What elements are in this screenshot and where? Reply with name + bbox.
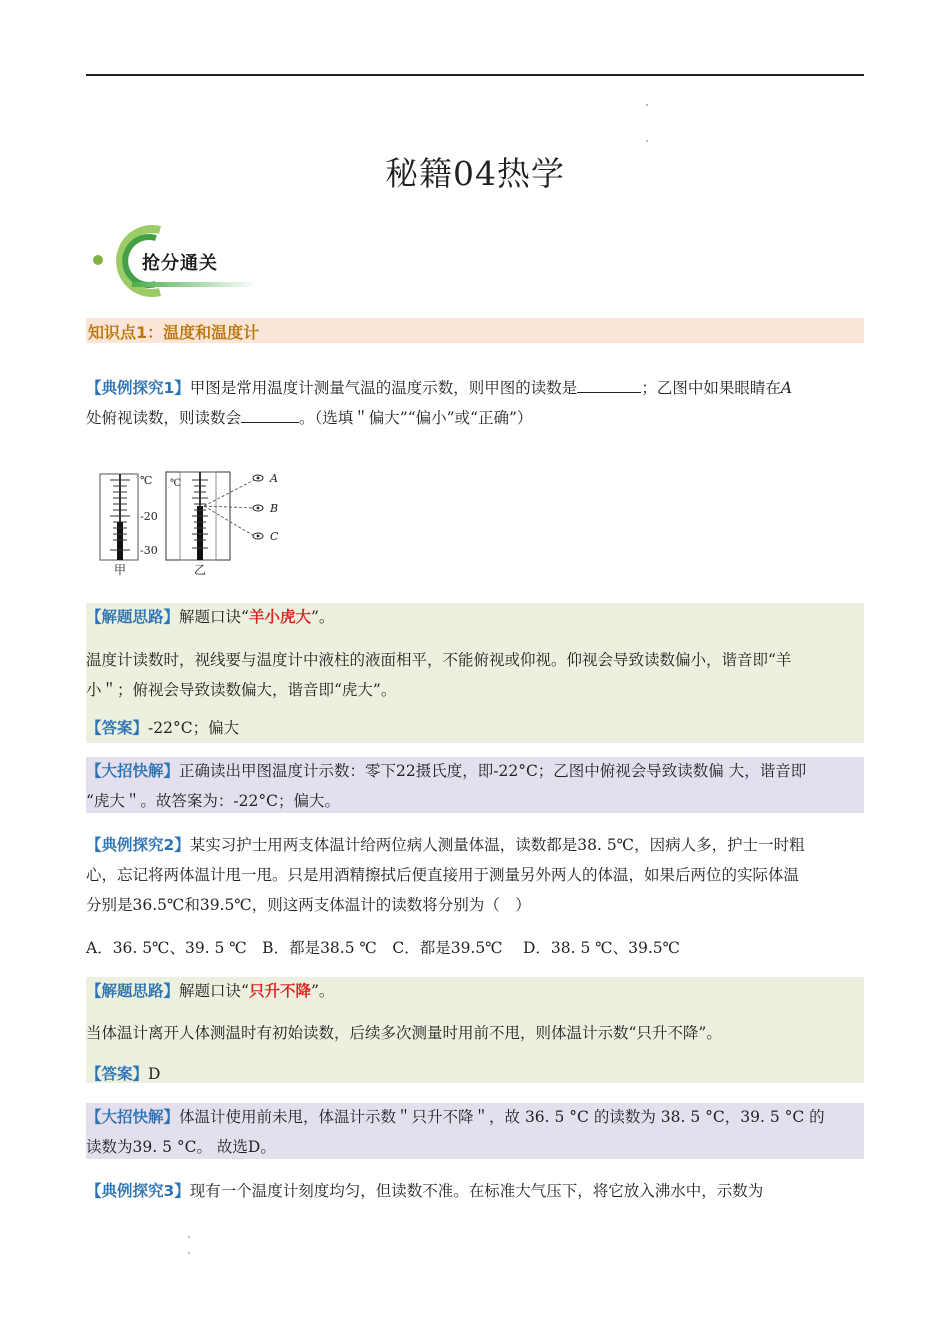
solution-1-think	[86, 602, 866, 632]
jia-label: 甲	[114, 563, 127, 577]
answer-text: -22°C；偏大	[148, 719, 240, 737]
quick-tag: 【大招快解】	[86, 1108, 180, 1126]
speck	[646, 104, 648, 106]
think-text: ”。	[310, 608, 335, 626]
yi-liquid	[197, 506, 203, 560]
eye-label-b: B	[270, 502, 279, 515]
think-text: 解题口诀“	[179, 608, 249, 626]
example-1-text-e: 。（选填＂偏大”“偏小”或“正确”）	[299, 409, 533, 427]
yi-unit: ℃	[170, 478, 182, 489]
example-2	[86, 830, 866, 920]
answer-tag: 【答案】	[86, 1065, 149, 1083]
body-line: 小＂；俯视会导致读数偏大，谐音即“虎大”。	[86, 681, 397, 699]
example-3-line: 现有一个温度计刻度均匀，但读数不准。在标准大气压下，将它放入沸水中，示数为	[189, 1182, 764, 1200]
example-1	[86, 373, 866, 433]
quick-2	[86, 1102, 866, 1162]
eye-label-c: C	[270, 530, 279, 543]
solution-1-answer	[86, 713, 866, 743]
quick-line: 正确读出甲图温度计示数：零下22摄氏度，即-22°C；乙图中俯视会导致读数偏 大，谐音即	[179, 762, 807, 780]
example-3-tag: 【典例探究3】	[86, 1182, 190, 1200]
quick-tag: 【大招快解】	[86, 762, 180, 780]
eye-label-a: A	[270, 472, 278, 485]
answer-text: D	[148, 1065, 161, 1083]
think-tag: 【解题思路】	[86, 982, 180, 1000]
mnemonic: 羊小虎大	[248, 608, 311, 626]
think-tag: 【解题思路】	[86, 608, 180, 626]
quick-line: 读数为39. 5 °C。 故选D。	[86, 1138, 276, 1156]
speck	[188, 1252, 190, 1254]
badge-dot	[93, 255, 103, 265]
solution-2-body: 当体温计离开人体测温时有初始读数，后续多次测量时用前不甩，则体温计示数“只升不降”。	[86, 1024, 722, 1042]
example-1-text-a: 甲图是常用温度计测量气温的温度示数，则甲图的读数是	[189, 379, 578, 397]
example-2-line: 心，忘记将两体温计甩一甩。只是用酒精擦拭后便直接用于测量另外两人的体温，如果后两位的实际体温	[86, 866, 800, 884]
answer-blank	[241, 404, 299, 423]
example-1-text-b: ；乙图中如果眼睛在	[641, 379, 781, 397]
eye-icon	[257, 477, 260, 480]
quick-line: “虎大＂。故答案为：-22°C；偏大。	[86, 792, 340, 810]
example-2-tag: 【典例探究2】	[86, 836, 190, 854]
example-2-line: 某实习护士用两支体温计给两位病人测量体温，读数都是38. 5℃，因病人多，护士一时粗	[189, 836, 805, 854]
example-1-text-c: A	[780, 379, 793, 397]
think-text: ”。	[310, 982, 335, 1000]
answer-blank	[577, 374, 641, 393]
page-title: 秘籍04热学	[385, 154, 565, 193]
example-2-line: 分别是36.5℃和39.5℃，则这两支体温计的读数将分别为（ ）	[86, 896, 531, 914]
badge-label: 抢分通关	[142, 253, 218, 274]
example-1-tag: 【典例探究1】	[86, 379, 190, 397]
think-text: 解题口诀“	[179, 982, 249, 1000]
body-line: 温度计读数时，视线要与温度计中液柱的液面相平，不能俯视或仰视。仰视会导致读数偏小，谐音即“羊	[86, 651, 792, 669]
speck	[188, 1236, 190, 1238]
jia-tick-20: -20	[140, 510, 158, 523]
solution-2-answer	[86, 1059, 866, 1089]
example-2-options: A．36. 5℃、39. 5 ℃ B．都是38.5 ℃ C．都是39.5℃ D．38. 5 ℃、39.5℃	[86, 939, 680, 957]
header-rule	[86, 74, 864, 76]
thermometer-figure	[96, 462, 296, 582]
solution-2-think	[86, 976, 866, 1006]
sight-lines	[204, 480, 254, 536]
solution-1-body	[86, 645, 866, 705]
eye-icon	[257, 535, 260, 538]
answer-tag: 【答案】	[86, 719, 149, 737]
quick-1	[86, 756, 866, 816]
eye-icon-group	[253, 475, 263, 539]
thermometer-jia	[100, 474, 158, 577]
yi-label: 乙	[194, 563, 207, 577]
jia-tick-30: -30	[140, 544, 158, 557]
speck	[646, 140, 648, 142]
example-1-text-d: 处俯视读数，则读数会	[86, 409, 242, 427]
eye-icon	[257, 507, 260, 510]
badge-underline	[132, 282, 257, 287]
quick-line: 体温计使用前未甩，体温计示数＂只升不降＂，故 36. 5 °C 的读数为 38. 5 °C，39. 5 °C 的	[179, 1108, 825, 1126]
example-3	[86, 1176, 866, 1206]
section-title: 知识点1：温度和温度计	[88, 323, 260, 342]
jia-unit: ℃	[140, 474, 153, 487]
thermometer-yi	[166, 472, 230, 577]
mnemonic: 只升不降	[248, 982, 311, 1000]
